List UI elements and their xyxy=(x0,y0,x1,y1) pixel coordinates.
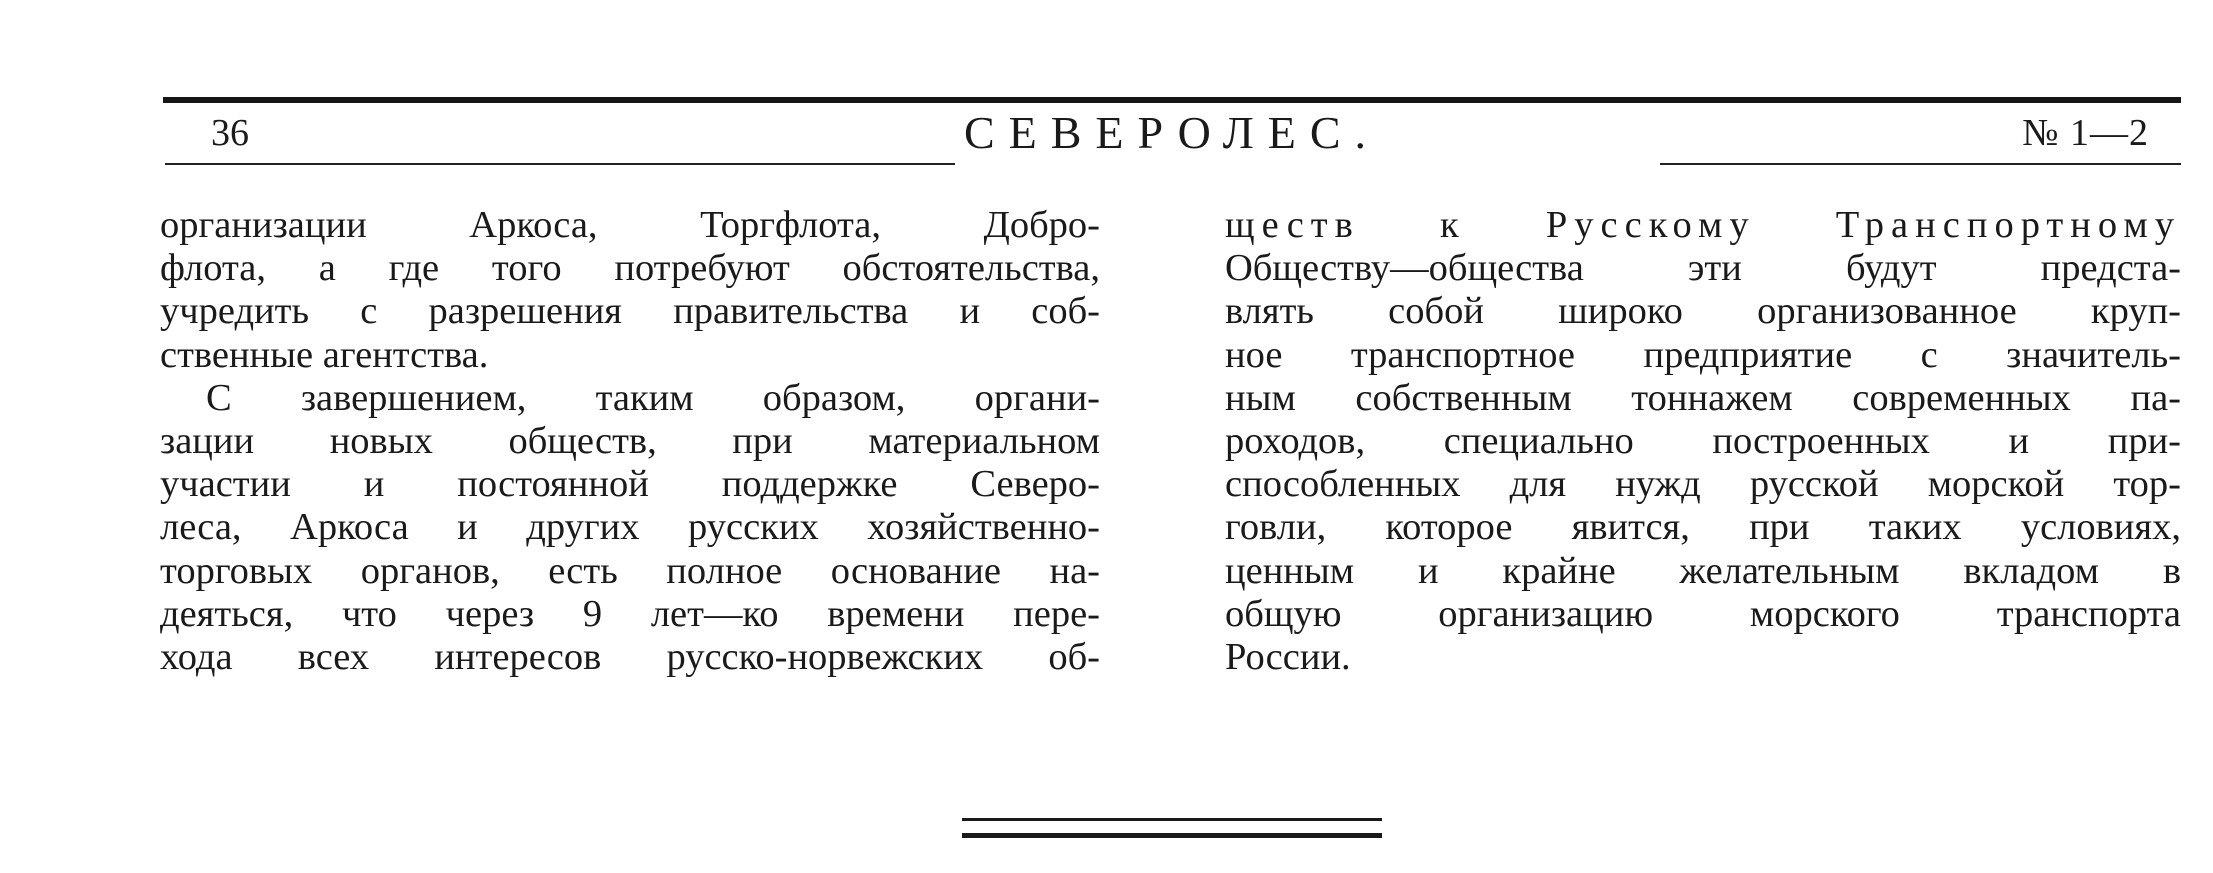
page-number: 36 xyxy=(211,112,249,154)
header-bottom-rule-left xyxy=(165,163,955,165)
text-line: организации Аркоса, Торгфлота, Добро- xyxy=(160,204,1100,246)
text-column-right xyxy=(1225,204,2181,679)
text-line: ценным и крайне желательным вкладом в xyxy=(1225,549,2181,592)
text-line: роходов, специально построенных и при- xyxy=(1225,419,2181,462)
running-header xyxy=(163,108,2181,160)
paragraph-first-line: С завершением, таким образом, органи- xyxy=(206,376,1100,419)
journal-title: СЕВЕРОЛЕС. xyxy=(963,107,1381,158)
header-top-rule xyxy=(163,97,2181,103)
issue-number: № 1—2 xyxy=(2022,112,2149,154)
text-line: хода всех интересов русско-норвежских об- xyxy=(160,635,1100,678)
text-line: влять собой широко организованное круп- xyxy=(1225,290,2181,333)
text-line: леса, Аркоса и других русских хозяйственно- xyxy=(160,506,1100,549)
text-line: Обществу—общества эти будут предста- xyxy=(1225,247,2181,290)
text-line: ственные агентства. xyxy=(160,333,489,376)
text-line: говли, которое явится, при таких условиях, xyxy=(1225,506,2181,549)
text-line: ным собственным тоннажем современных па- xyxy=(1225,376,2181,419)
text-line: участии и постоянной поддержке Северо- xyxy=(160,463,1100,506)
text-column-left xyxy=(160,204,1100,679)
section-end-rule-upper xyxy=(962,818,1382,821)
text-line: деяться, что через 9 лет—ко времени пере- xyxy=(160,592,1100,635)
text-line: флота, а где того потребуют обстоятельства, xyxy=(160,247,1100,290)
text-line: зации новых обществ, при материальном xyxy=(160,419,1100,462)
text-line: ное транспортное предприятие с значитель- xyxy=(1225,333,2181,376)
text-line: России. xyxy=(1225,635,1351,678)
text-line: торговых органов, есть полное основание на- xyxy=(160,549,1100,592)
text-line: способленных для нужд русской морской тор- xyxy=(1225,463,2181,506)
text-line: общую организацию морского транспорта xyxy=(1225,592,2181,635)
text-line: ществ к Русскому Транспортному xyxy=(1225,204,2181,246)
section-end-rule-lower xyxy=(962,833,1382,838)
text-line: учредить с разрешения правительства и соб- xyxy=(160,290,1100,333)
header-bottom-rule-right xyxy=(1660,163,2181,165)
